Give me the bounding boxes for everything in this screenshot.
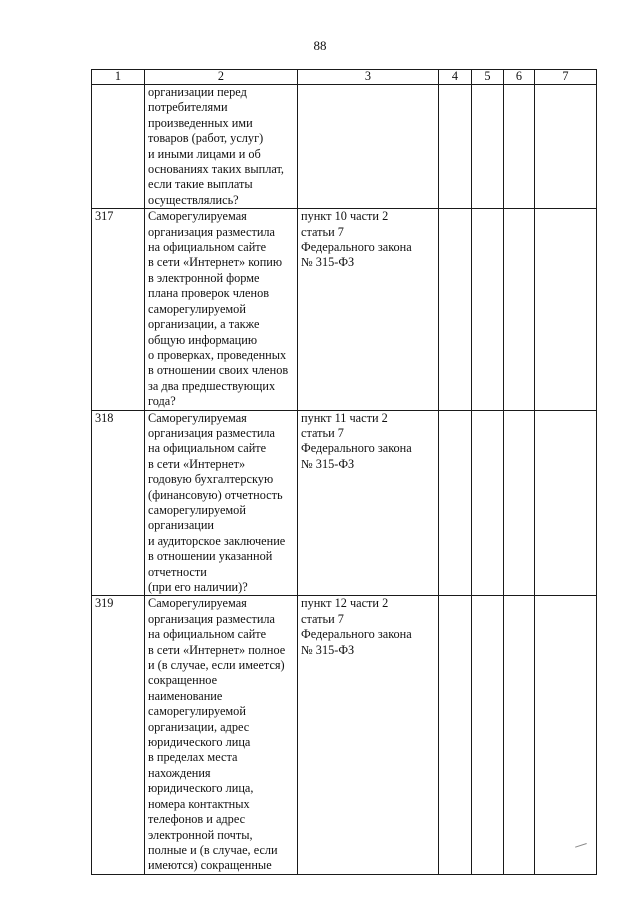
question-line: юридического лица, [148, 781, 254, 796]
answer-yes-cell [439, 85, 472, 209]
column-header-4: 4 [439, 70, 472, 85]
legal-reference-line: № 315-ФЗ [301, 255, 355, 270]
legal-reference-line: статьи 7 [301, 425, 344, 440]
row-number-cell [92, 85, 145, 209]
not-applicable-cell [504, 410, 535, 596]
question-line: организации, а также [148, 317, 260, 332]
legal-reference-cell [298, 596, 439, 874]
question-line: общую информацию [148, 332, 258, 347]
column-header-2: 2 [145, 70, 298, 85]
legal-reference-line: № 315-ФЗ [301, 642, 355, 657]
question-line: в сети «Интернет» [148, 456, 246, 471]
column-header-6: 6 [504, 70, 535, 85]
question-cell [145, 596, 298, 874]
legal-reference-line: статьи 7 [301, 224, 344, 239]
legal-reference-line: № 315-ФЗ [301, 456, 355, 471]
row-number-cell: 318 [92, 410, 145, 596]
question-cell [145, 410, 298, 596]
question-line: Саморегулируемая [148, 410, 247, 425]
not-applicable-cell [504, 85, 535, 209]
question-line: нахождения [148, 765, 211, 780]
table-row [92, 410, 597, 596]
question-line: сокращенное [148, 673, 218, 688]
question-line: (при его наличии)? [148, 580, 248, 594]
table-row [92, 209, 597, 410]
legal-reference-line: статьи 7 [301, 611, 344, 626]
header-row [92, 70, 597, 85]
question-line: товаров (работ, услуг) [148, 131, 264, 146]
question-line: телефонов и адрес [148, 812, 246, 827]
not-applicable-cell [504, 209, 535, 410]
question-line: о проверках, проведенных [148, 347, 287, 362]
legal-reference-line: Федерального закона [301, 240, 412, 255]
question-line: и (в случае, если имеется) [148, 658, 285, 673]
question-line: саморегулируемой [148, 502, 246, 517]
question-line: электронной почты, [148, 827, 253, 842]
table-row [92, 596, 597, 874]
question-line: организация разместила [148, 425, 276, 440]
note-cell [535, 85, 597, 209]
answer-yes-cell [439, 209, 472, 410]
question-line: в сети «Интернет» полное [148, 642, 286, 657]
question-line: организации, адрес [148, 719, 250, 734]
question-line: года? [148, 394, 176, 409]
question-cell [145, 209, 298, 410]
column-header-3: 3 [298, 70, 439, 85]
question-line: плана проверок членов [148, 286, 270, 301]
column-header-7: 7 [535, 70, 597, 85]
question-line: организация разместила [148, 224, 276, 239]
question-line: на официальном сайте [148, 627, 267, 642]
question-line: полные и (в случае, если [148, 842, 278, 857]
question-line: Саморегулируемая [148, 209, 247, 224]
note-cell [535, 596, 597, 874]
question-line: произведенных ими [148, 115, 253, 130]
question-line: в пределах места [148, 750, 238, 765]
question-line: имеются) сокращенные [148, 858, 272, 873]
answer-no-cell [472, 410, 504, 596]
legal-reference-line: пункт 11 части 2 [301, 410, 388, 425]
answer-no-cell [472, 596, 504, 874]
question-line: юридического лица [148, 735, 251, 750]
question-line: годовую бухгалтерскую [148, 472, 274, 487]
question-line: если такие выплаты [148, 177, 253, 192]
question-line: основаниях таких выплат, [148, 162, 284, 177]
question-line: отчетности [148, 564, 207, 579]
question-line: (финансовую) отчетность [148, 487, 283, 502]
table-row [92, 85, 597, 209]
column-header-1: 1 [92, 70, 145, 85]
question-line: наименование [148, 688, 223, 703]
legal-reference-line: Федерального закона [301, 441, 412, 456]
row-number-cell: 319 [92, 596, 145, 874]
question-line: в отношении указанной [148, 549, 273, 564]
question-line: саморегулируемой [148, 301, 246, 316]
question-line: потребителями [148, 100, 228, 115]
legal-reference-line: Федерального закона [301, 627, 412, 642]
question-cell [145, 85, 298, 209]
row-number-cell: 317 [92, 209, 145, 410]
question-line: организации перед [148, 85, 247, 99]
question-line: в электронной форме [148, 270, 260, 285]
question-line: Саморегулируемая [148, 596, 247, 611]
legal-reference-cell [298, 85, 439, 209]
question-line: номера контактных [148, 796, 250, 811]
answer-no-cell [472, 209, 504, 410]
answer-yes-cell [439, 410, 472, 596]
question-line: саморегулируемой [148, 704, 246, 719]
question-line: организация разместила [148, 611, 276, 626]
legal-reference-line: пункт 10 части 2 [301, 209, 389, 224]
question-line: на официальном сайте [148, 441, 267, 456]
question-line: в отношении своих членов [148, 363, 289, 378]
checklist-table [91, 69, 597, 875]
answer-yes-cell [439, 596, 472, 874]
not-applicable-cell [504, 596, 535, 874]
question-line: организации [148, 518, 215, 533]
page-number: 88 [313, 38, 327, 53]
question-line: осуществлялись? [148, 192, 239, 207]
question-line: и иными лицами и об [148, 146, 261, 161]
legal-reference-cell [298, 209, 439, 410]
note-cell [535, 410, 597, 596]
question-line: на официальном сайте [148, 240, 267, 255]
column-header-5: 5 [472, 70, 504, 85]
question-line: в сети «Интернет» копию [148, 255, 283, 270]
question-line: и аудиторское заключение [148, 533, 286, 548]
legal-reference-line: пункт 12 части 2 [301, 596, 389, 611]
note-cell [535, 209, 597, 410]
question-line: за два предшествующих [148, 378, 276, 393]
legal-reference-cell [298, 410, 439, 596]
answer-no-cell [472, 85, 504, 209]
